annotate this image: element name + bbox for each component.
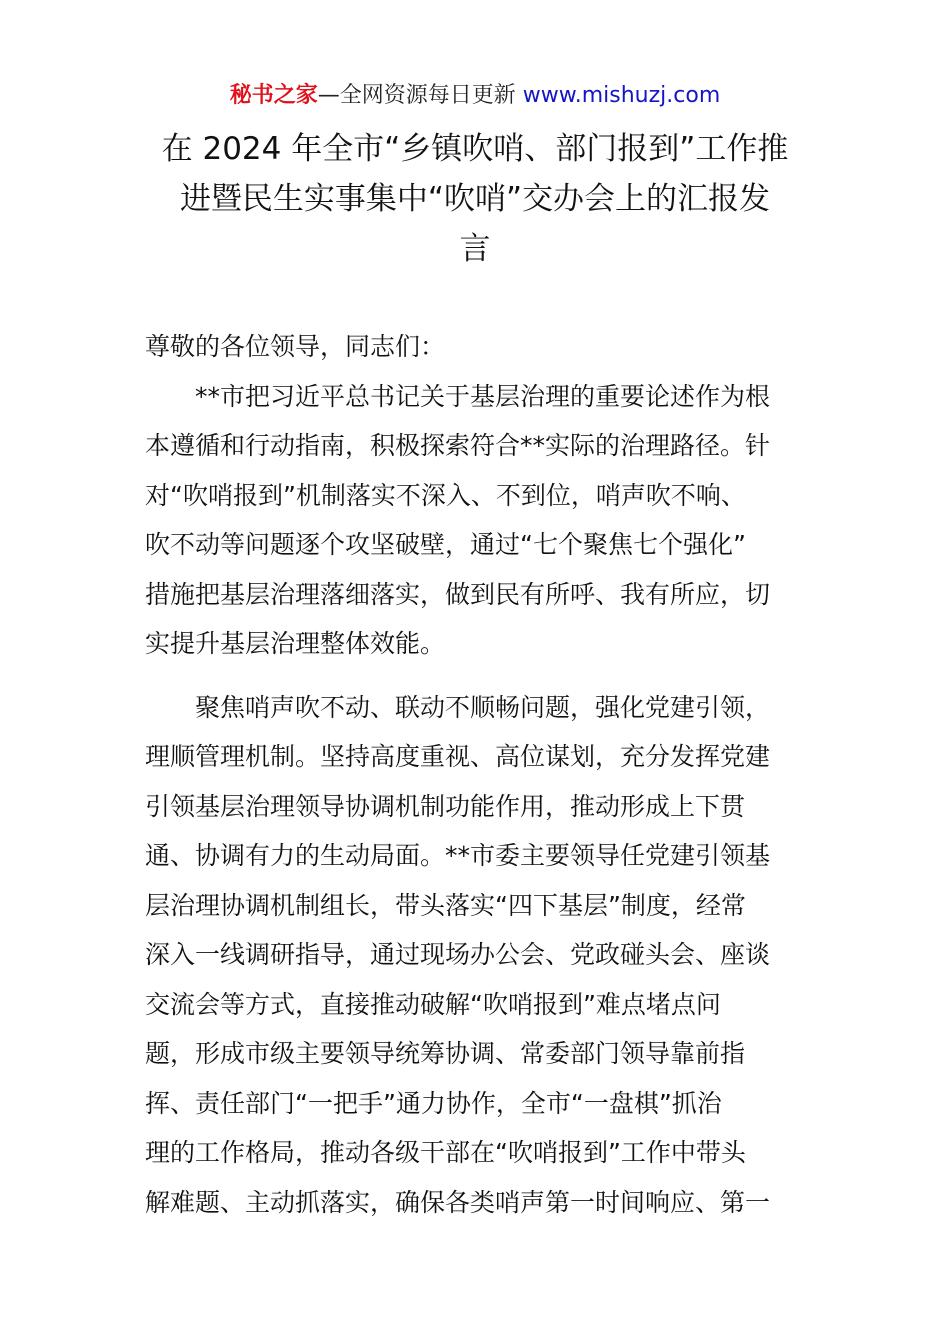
header-tagline: —全网资源每日更新 — [317, 83, 523, 108]
paragraph-line: 引领基层治理领导协调机制功能作用，推动形成上下贯 — [145, 791, 746, 821]
paragraph-line: 通、协调有力的生动局面。**市委主要领导任党建引领基 — [145, 841, 771, 870]
title-line: 在 2024 年全市“乡镇吹哨、部门报到”工作推 — [161, 131, 789, 167]
paragraph-line: 解难题、主动抓落实，确保各类哨声第一时间响应、第一 — [145, 1187, 771, 1217]
brand-name: 秘书之家 — [229, 83, 318, 108]
paragraph-line: 层治理协调机制组长，带头落实“四下基层”制度，经常 — [145, 890, 746, 920]
paragraph-line: 理顺管理机制。坚持高度重视、高位谋划，充分发挥党建 — [145, 742, 771, 771]
paragraph-line: 交流会等方式，直接推动破解“吹哨报到”难点堵点问 — [145, 989, 721, 1019]
salutation: 尊敬的各位领导，同志们： — [145, 332, 446, 361]
document-body — [145, 322, 815, 1227]
paragraph-1 — [145, 372, 815, 669]
paragraph-line: 聚焦哨声吹不动、联动不顺畅问题，强化党建引领， — [145, 692, 771, 722]
site-url-link[interactable]: www.mishuzj.com — [522, 83, 721, 108]
paragraph-spacer — [145, 669, 815, 683]
paragraph-line: 实提升基层治理整体效能。 — [145, 629, 446, 658]
title-line: 言 — [459, 231, 491, 267]
paragraph-line: 题，形成市级主要领导统筹协调、常委部门领导靠前指 — [145, 1039, 746, 1068]
paragraph-2 — [145, 683, 815, 1228]
paragraph-line: 吹不动等问题逐个攻坚破壁，通过“七个聚焦七个强化” — [145, 530, 746, 559]
paragraph-line: 对“吹哨报到”机制落实不深入、不到位，哨声吹不响、 — [145, 480, 746, 510]
paragraph-line: 挥、责任部门“一把手”通力协作，全市“一盘棋”抓治 — [145, 1088, 722, 1118]
title-line: 进暨民生实事集中“吹哨”交办会上的汇报发 — [179, 181, 771, 217]
paragraph-line: 理的工作格局，推动各级干部在“吹哨报到”工作中带头 — [145, 1138, 746, 1167]
document-title — [140, 124, 810, 274]
paragraph-line: 措施把基层治理落细落实，做到民有所呼、我有所应，切 — [145, 579, 771, 609]
paragraph-line: 深入一线调研指导，通过现场办公会、党政碰头会、座谈 — [145, 940, 771, 969]
paragraph-line: **市把习近平总书记关于基层治理的重要论述作为根 — [145, 381, 771, 411]
site-header — [0, 80, 950, 112]
paragraph-line: 本遵循和行动指南，积极探索符合**实际的治理路径。针 — [145, 431, 771, 460]
